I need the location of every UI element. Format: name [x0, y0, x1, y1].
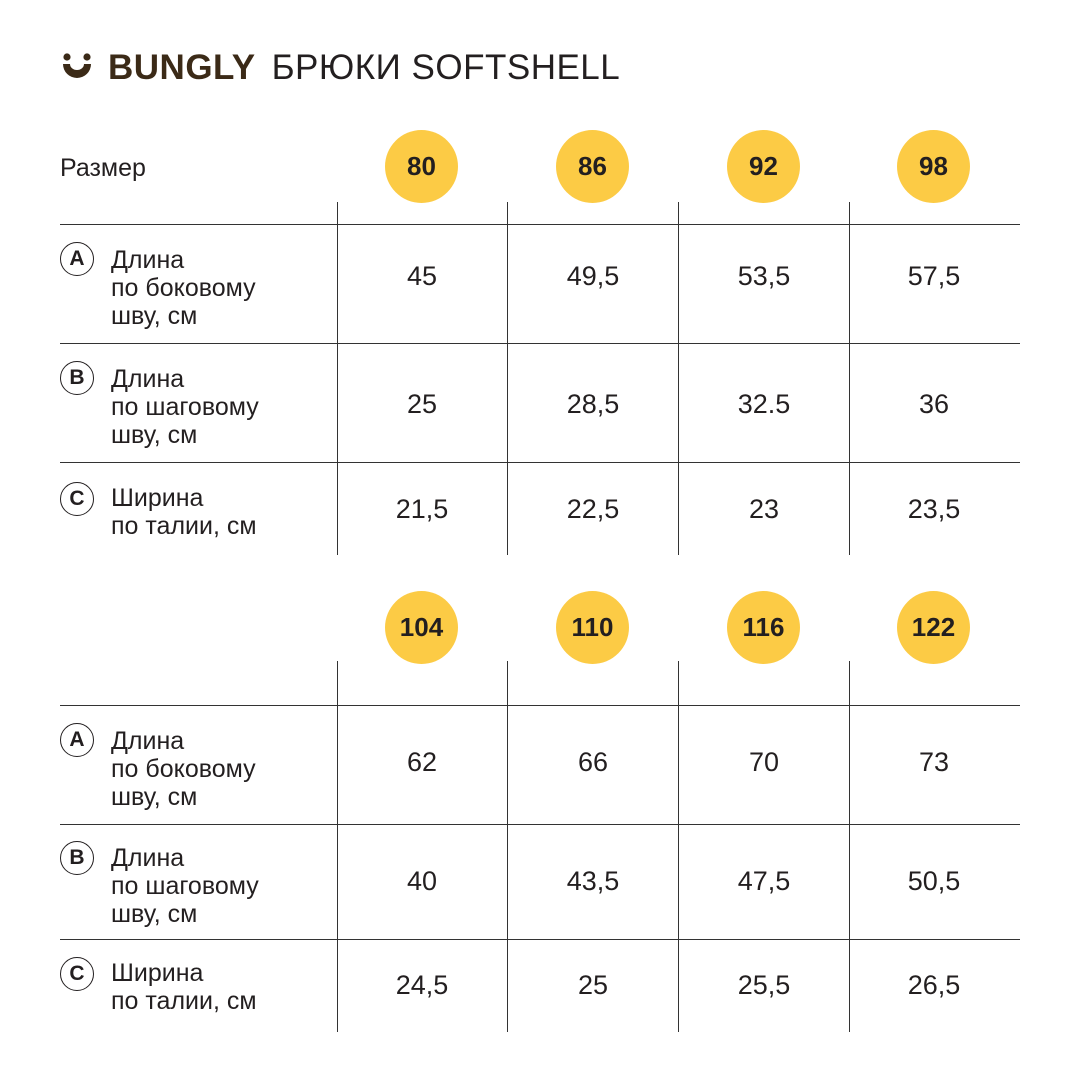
- value-cell: 22,5: [566, 494, 620, 524]
- size-badge: 122: [897, 591, 970, 664]
- value-cell: 45: [406, 261, 438, 291]
- value-cell: 23: [748, 494, 780, 524]
- value-cell: 50,5: [907, 866, 961, 896]
- value-cell: 49,5: [566, 261, 620, 291]
- letter-badge: B: [60, 841, 94, 875]
- bungly-logo-icon: [60, 51, 94, 85]
- value-cell: 25: [577, 970, 609, 1000]
- value-cell: 25,5: [737, 970, 791, 1000]
- measure-row-a: [60, 224, 1020, 343]
- value-cell: 62: [406, 747, 438, 777]
- size-badge: 80: [385, 130, 458, 203]
- header: [60, 46, 620, 90]
- value-cell: 25: [406, 389, 438, 419]
- value-cell: 36: [918, 389, 950, 419]
- size-badge: 104: [385, 591, 458, 664]
- letter-badge: B: [60, 361, 94, 395]
- value-cell: 32.5: [737, 389, 791, 419]
- size-badge: 92: [727, 130, 800, 203]
- letter-badge: A: [60, 723, 94, 757]
- value-cell: 23,5: [907, 494, 961, 524]
- measure-label: Длина по боковому шву, см: [111, 246, 256, 330]
- measure-row-a: [60, 705, 1020, 824]
- value-cell: 73: [918, 747, 950, 777]
- letter-badge: C: [60, 482, 94, 516]
- value-cell: 40: [406, 866, 438, 896]
- value-cell: 28,5: [566, 389, 620, 419]
- brand-name: BUNGLY: [108, 48, 256, 87]
- measure-label: Длина по боковому шву, см: [111, 727, 256, 811]
- size-table-2: [60, 591, 1020, 1032]
- size-label: Размер: [60, 154, 146, 182]
- value-cell: 53,5: [737, 261, 791, 291]
- size-header-row: [60, 591, 1020, 705]
- letter-badge: A: [60, 242, 94, 276]
- value-cell: 66: [577, 747, 609, 777]
- size-table-1: [60, 130, 1020, 555]
- value-cell: 43,5: [566, 866, 620, 896]
- measure-label: Длина по шаговому шву, см: [111, 844, 259, 928]
- measure-row-b: [60, 343, 1020, 462]
- size-badge: 110: [556, 591, 629, 664]
- size-badge: 116: [727, 591, 800, 664]
- value-cell: 26,5: [907, 970, 961, 1000]
- size-badge: 98: [897, 130, 970, 203]
- measure-row-c: [60, 462, 1020, 555]
- value-cell: 57,5: [907, 261, 961, 291]
- measure-label: Длина по шаговому шву, см: [111, 365, 259, 449]
- size-header-row: [60, 130, 1020, 224]
- value-cell: 70: [748, 747, 780, 777]
- letter-badge: C: [60, 957, 94, 991]
- measure-row-c: [60, 939, 1020, 1032]
- value-cell: 24,5: [395, 970, 449, 1000]
- page-title: БРЮКИ SOFTSHELL: [271, 48, 621, 87]
- measure-row-b: [60, 824, 1020, 939]
- measure-label: Ширина по талии, см: [111, 484, 257, 540]
- size-badge: 86: [556, 130, 629, 203]
- measure-label: Ширина по талии, см: [111, 959, 257, 1015]
- value-cell: 47,5: [737, 866, 791, 896]
- value-cell: 21,5: [395, 494, 449, 524]
